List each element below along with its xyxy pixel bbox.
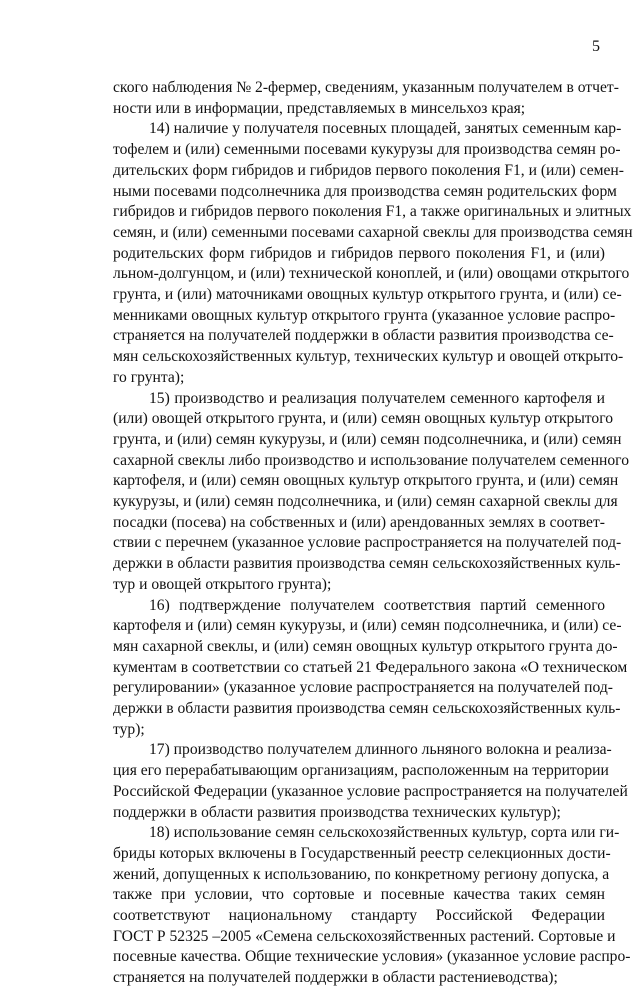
- text-line: 14) наличие у получателя посевных площадей, занятых семенным кар-: [149, 120, 622, 138]
- text-line: льном-долгунцом, и (или) технической коноплей, и (или) овощами открытого: [113, 265, 630, 283]
- text-line: картофеля, и (или) семян овощных культур открытого грунта, и (или) семян: [113, 472, 619, 490]
- text-line: ными посевами подсолнечника для производства семян родительских форм: [113, 182, 617, 200]
- text-line: родительских форм гибридов и гибридов первого поколения F1, и (или): [113, 244, 605, 262]
- text-line: сахарной свеклы либо производство и использование получателем семенного: [113, 451, 629, 469]
- text-line: держки в области развития производства семян сельскохозяйственных куль-: [113, 700, 621, 717]
- text-line: грунта, и (или) семян кукурузы, и (или) семян подсолнечника, и (или) семян: [113, 430, 622, 448]
- text-line: го грунта);: [113, 368, 185, 386]
- page-number: 5: [592, 38, 600, 55]
- text-line: картофеля и (или) семян кукурузы, и (или) семян подсолнечника, и (или) се-: [113, 617, 622, 635]
- text-line: Российской Федерации (указанное условие распространяется на получателей: [113, 782, 628, 800]
- text-line: семян, и (или) семенными посевами сахарной свеклы для производства семян: [113, 223, 633, 241]
- text-line: поддержки в области развития производства технических культур);: [113, 803, 561, 821]
- text-line: тофелем и (или) семенными посевами кукурузы для производства семян ро-: [113, 141, 621, 159]
- text-line: 18) использование семян сельскохозяйственных культур, сорта или ги-: [149, 824, 620, 842]
- text-line: регулировании» (указанное условие распространяется на получателей под-: [113, 679, 613, 697]
- text-line: соответствуют национальному стандарту Российской Федерации: [113, 907, 605, 924]
- text-line: мян сельскохозяйственных культур, технических культур и овощей открыто-: [113, 348, 624, 366]
- text-line: грунта, и (или) маточниками овощных культур открытого грунта, и (или) се-: [113, 286, 622, 303]
- text-line: мян сахарной свеклы, и (или) семян овощных культур открытого грунта до-: [113, 637, 618, 655]
- text-line: страняется на получателей поддержки в области растениеводства);: [113, 969, 558, 987]
- text-line: 16) подтверждение получателем соответствия партий семенного: [149, 596, 605, 614]
- text-line: дительских форм гибридов и гибридов первого поколения F1, и (или) семен-: [113, 161, 624, 179]
- text-line: ского наблюдения № 2-фермер, сведениям, указанным получателем в отчет-: [113, 79, 619, 96]
- text-line: менниками овощных культур открытого грунта (указанное условие распро-: [113, 306, 616, 324]
- text-line: страняется на получателей поддержки в области развития производства се-: [113, 327, 614, 345]
- text-line: гибридов и гибридов первого поколения F1, а также оригинальных и элитных: [113, 203, 632, 221]
- text-line: жений, допущенных к использованию, по конкретному региону допуска, а: [113, 865, 610, 883]
- text-line: кументам в соответствии со статьей 21 Федерального закона «О техническом: [113, 658, 628, 676]
- text-line: бриды которых включены в Государственный реестр селекционных дости-: [113, 844, 611, 862]
- text-line: тур);: [113, 720, 145, 738]
- text-line: ция его перерабатывающим организациям, расположенным на территории: [113, 762, 609, 780]
- text-line: держки в области развития производства семян сельскохозяйственных куль-: [113, 555, 621, 573]
- text-line: посевные качества. Общие технические условия» (указанное условие распро-: [113, 948, 631, 966]
- text-line: тур и овощей открытого грунта);: [113, 575, 332, 593]
- text-line: ствии с перечнем (указанное условие распространяется на получателей под-: [113, 534, 622, 552]
- text-line: кукурузы, и (или) семян подсолнечника, и (или) семян сахарной свеклы для: [113, 493, 618, 510]
- text-line: ГОСТ Р 52325 –2005 «Семена сельскохозяйственных растений. Сортовые и: [113, 927, 616, 945]
- text-line: (или) овощей открытого грунта, и (или) семян овощных культур открытого: [113, 410, 614, 428]
- text-line: 17) производство получателем длинного льняного волокна и реализа-: [149, 741, 612, 759]
- text-line: ности или в информации, представляемых в минсельхоз края;: [113, 99, 526, 117]
- text-line: 15) производство и реализация получателем семенного картофеля и: [149, 389, 605, 407]
- text-line: также при условии, что сортовые и посевные качества таких семян: [113, 886, 605, 904]
- text-line: посадки (посева) на собственных и (или) арендованных землях в соответ-: [113, 513, 605, 531]
